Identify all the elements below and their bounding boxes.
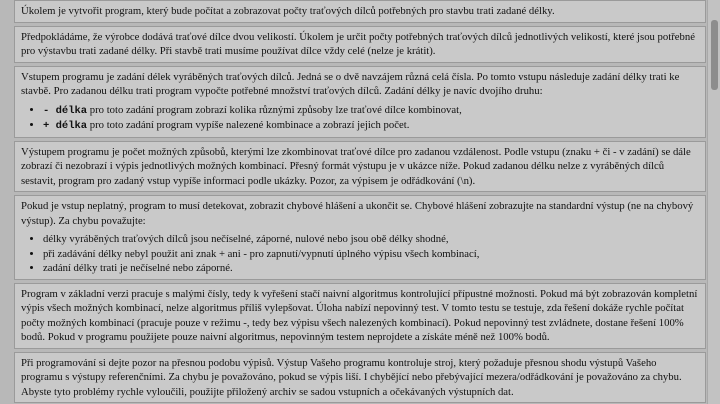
error-item: • při zadávání délky nebyl použit ani znak + ani - pro zapnutí/vypnutí úplného výpisu všech kombinací, [43,247,699,262]
input-options-list [21,103,699,134]
option-plus [43,118,699,134]
vertical-scrollbar[interactable] [707,0,720,404]
errors-paragraph: Pokud je vstup neplatný, program to musí detekovat, zobrazit chybové hlášení a ukončit se. Chybové hlášení zobrazujte na standardní výstup (ne na chybový výstup). Za chybu považujte: [21,200,694,227]
output-block [14,141,706,193]
assumption-paragraph: Předpokládáme, že výrobce dodává traťové dílce dvou velikostí. Úkolem je určit počty potřebných traťových dílců jednotlivých velikostí, které jsou potřebné pro výstavbu trati zadané délky. Při stavbě trati musíme používat dílce vždy celé (nelze je krátit). [21,30,695,57]
option-minus [43,103,699,119]
input-block [14,66,706,138]
errors-block [14,195,706,280]
error-item: • délky vyráběných traťových dílců jsou nečíselné, záporné, nulové nebo jsou obě délky shodné, [43,232,699,247]
error-item: • zadání délky trati je nečíselné nebo záporné. [43,261,699,276]
scrollbar-thumb[interactable] [711,20,718,90]
basic-paragraph: Program v základní verzi pracuje s malými čísly, tedy k vyřešení stačí naivní algoritmus kontrolující přípustné možnosti. Pokud má být zobrazován kompletní výpis všech možných kombinací, nelze algoritmus příliš vylepšovat. Úloha nabízí nepovinný test. V tomto testu se testuje, zda řešení dokáže rychle počítat počty možných kombinací (pracuje pouze v režimu -, tedy bez výpisu všech nalezených kombinací). Pokud nepovinný test zvládnete, dostane řešení 100% bodů. Pokud v programu použijete pouze naivní algoritmus, nepovinným testem neprojdete a získáte méně než 100% bodů. [21,287,698,343]
option-plus-text: pro toto zadání program vypíše nalezené kombinace a zobrazí jejich počet. [87,119,410,131]
errors-list [21,232,699,276]
intro-block [14,0,706,23]
assignment-page [14,0,706,404]
basic-block [14,283,706,349]
intro-paragraph: Úkolem je vytvořit program, který bude počítat a zobrazovat počty traťových dílců potřebných pro stavbu trati zadané délky. [21,5,555,17]
format-paragraph: Při programování si dejte pozor na přesnou podobu výpisů. Výstup Vašeho programu kontroluje stroj, který požaduje přesnou shodu výstupů Vašeho programu s výstupy referenčními. Za chybu je považováno, pokud se výpis liší. I chybějící nebo přebývající mezera/odřádkování je považováno za chybu. Abyste tyto problémy rychle vyloučili, použijte přiložený archiv se sadou vstupních a očekávaných výstupních dat. [21,356,682,398]
option-plus-code: + délka [43,120,88,132]
assumption-block [14,26,706,63]
option-minus-code: - délka [43,104,88,117]
output-paragraph: Výstupem programu je počet možných způsobů, kterými lze zkombinovat traťové dílce pro zadanou vzdálenost. Podle vstupu (znaku + či - v zadání) se dále zobrazí či nezobrazí i výpis jednotlivých možných kombinací. Přesný formát výstupu je v ukázce níže. Pokud zadanou délku nelze z vyráběných dílců sestavit, program pro zadaný vstup vypíše informaci podle ukázky. Pozor, za výpisem je odřádkování (\n). [21,145,691,187]
option-minus-text: pro toto zadání program zobrazí kolika různými způsoby lze traťové dílce kombinovat, [87,103,462,116]
input-paragraph: Vstupem programu je zadání délek vyráběných traťových dílců. Jedná se o dvě navzájem různá celá čísla. Po tomto vstupu následuje zadání délky trati ke stavbě. Pro zadanou délku trati program vypočte potřebné množství traťových dílců. Zadání délky je navíc dvojího druhu: [21,70,680,97]
format-block [14,352,706,404]
